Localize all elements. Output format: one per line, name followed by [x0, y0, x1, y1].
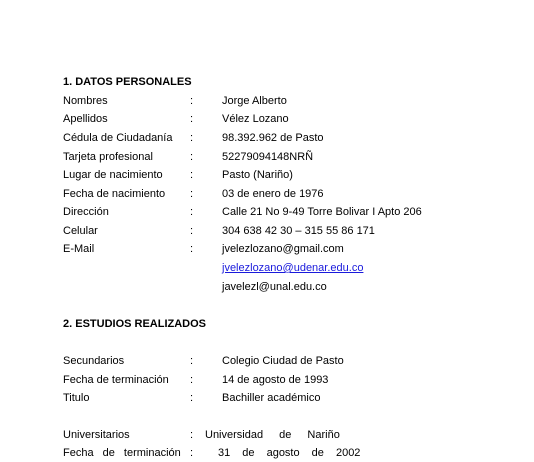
row-secundarios [0, 354, 534, 368]
row-email-udenar [0, 261, 534, 275]
row-direccion [0, 205, 534, 219]
value-tarjeta-profesional: 52279094148NRÑ [222, 151, 314, 163]
row-email-unal [0, 280, 534, 294]
value-apellidos: Vélez Lozano [222, 113, 289, 125]
row-universitarios [0, 428, 534, 442]
value-fecha-terminacion-univ: 31 de agosto de 2002 [218, 447, 361, 459]
row-fecha-terminacion-universidad [0, 446, 534, 460]
value-cedula: 98.392.962 de Pasto [222, 132, 324, 144]
colon: : [190, 95, 194, 107]
label-secundarios: Secundarios [63, 355, 125, 367]
label-nombres: Nombres [63, 95, 108, 107]
row-fecha-nacimiento [0, 187, 534, 201]
section-heading-estudios-realizados: 2. ESTUDIOS REALIZADOS [63, 318, 207, 330]
label-fecha-nacimiento: Fecha de nacimiento [63, 188, 166, 200]
value-celular: 304 638 42 30 – 315 55 86 171 [222, 225, 375, 237]
colon: : [190, 243, 194, 255]
value-secundarios: Colegio Ciudad de Pasto [222, 355, 344, 367]
value-universitarios: Universidad de Nariño [205, 429, 340, 441]
row-celular [0, 224, 534, 238]
row-fecha-terminacion-secundaria [0, 373, 534, 387]
value-titulo: Bachiller académico [222, 392, 321, 404]
value-fecha-terminacion: 14 de agosto de 1993 [222, 374, 329, 386]
label-apellidos: Apellidos [63, 113, 108, 125]
label-fecha-terminacion-univ: Fecha de terminación [63, 447, 181, 459]
label-tarjeta-profesional: Tarjeta profesional [63, 151, 153, 163]
colon: : [190, 392, 194, 404]
label-celular: Celular [63, 225, 98, 237]
row-cedula [0, 131, 534, 145]
value-nombres: Jorge Alberto [222, 95, 287, 107]
colon: : [190, 447, 194, 459]
colon: : [190, 429, 194, 441]
section-heading-datos-personales: 1. DATOS PERSONALES [63, 76, 192, 88]
row-lugar-nacimiento [0, 168, 534, 182]
colon: : [190, 169, 194, 181]
colon: : [190, 225, 194, 237]
colon: : [190, 374, 194, 386]
row-titulo [0, 391, 534, 405]
row-apellidos [0, 112, 534, 126]
email-link-udenar[interactable]: jvelezlozano@udenar.edu.co [222, 262, 364, 274]
label-direccion: Dirección [63, 206, 109, 218]
value-direccion: Calle 21 No 9-49 Torre Bolivar I Apto 206 [222, 206, 422, 218]
label-universitarios: Universitarios [63, 429, 130, 441]
value-email-gmail: jvelezlozano@gmail.com [222, 243, 344, 255]
row-tarjeta-profesional [0, 150, 534, 164]
label-titulo: Titulo [63, 392, 90, 404]
colon: : [190, 206, 194, 218]
colon: : [190, 113, 194, 125]
colon: : [190, 188, 194, 200]
label-lugar-nacimiento: Lugar de nacimiento [63, 169, 163, 181]
label-email: E-Mail [63, 243, 95, 255]
colon: : [190, 151, 194, 163]
colon: : [190, 355, 194, 367]
label-cedula: Cédula de Ciudadanía [63, 132, 173, 144]
value-fecha-nacimiento: 03 de enero de 1976 [222, 188, 324, 200]
label-fecha-terminacion: Fecha de terminación [63, 374, 169, 386]
row-nombres [0, 94, 534, 108]
row-email [0, 242, 534, 256]
value-lugar-nacimiento: Pasto (Nariño) [222, 169, 293, 181]
value-email-unal: javelezl@unal.edu.co [222, 281, 327, 293]
colon: : [190, 132, 194, 144]
